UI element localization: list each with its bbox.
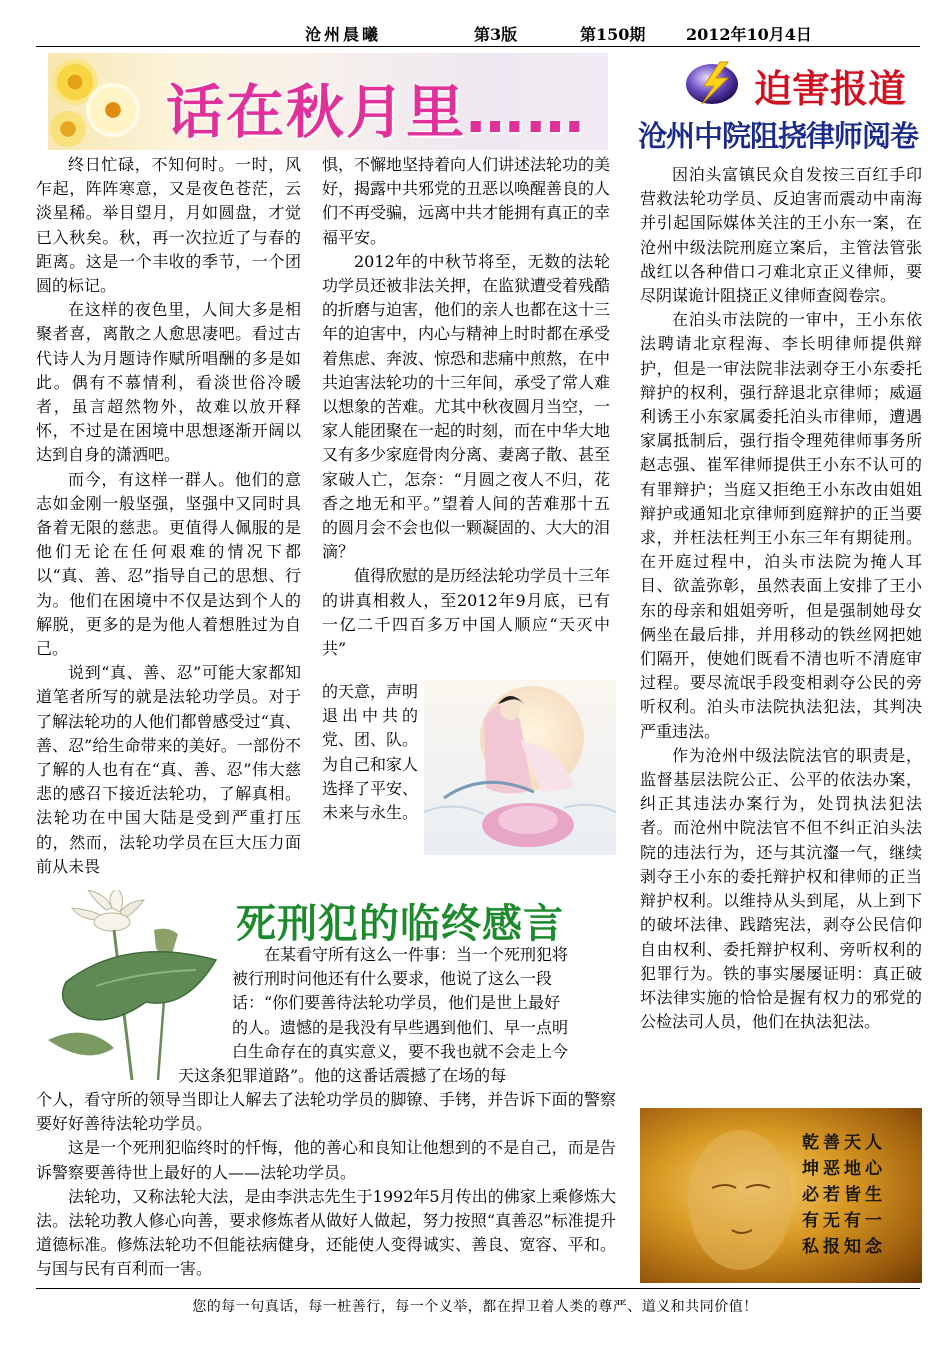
poem-line: 私报知念 (802, 1237, 886, 1257)
paragraph: 2012年的中秋节将至，无数的法轮功学员还被非法关押，在监狱遭受着残酷的折磨与迫害，他们的亲人也都在这十三年的迫害中，内心与精神上时时都在承受着焦虑、奔波、惊恐和悲痛中煎熬，在中共迫害法轮功的十三年间，承受了常人难以想象的苦难。尤其中秋夜圆月当空，一家人能团聚在一起的时刻，而在中华大地又有多少家庭骨肉分离、妻离子散、甚至家破人亡，怎奈：“月圆之夜人不归，花香之地无和平。”望着人间的苦难那十五的圆月会不会也似一颗凝固的、大大的泪滴？ (322, 251, 611, 562)
paragraph: 法轮功，又称法轮大法，是由李洪志先生于1992年5月传出的佛家上乘修炼大法。法轮功教人修心向善，要求修炼者从做好人做起，努力按照“真善忍”标准提升道德标准。修炼法轮功不但能祛病健身，还能使人变得诚实、善良、宽容、平和。与国与民有百利而一害。 (36, 1186, 616, 1279)
paragraph: 在这样的夜色里，人间大多是相聚者喜，离散之人愈思凄吧。看过古代诗人为月题诗作赋所唱酬的多是如此。偶有不慕情利，看淡世俗冷暖者，虽言超然物外，故难以放开释怀，不过是在困境中思想逐渐开阔以达到自身的潇洒吧。 (36, 300, 301, 465)
section-kicker: 迫害报道 (754, 67, 907, 111)
paragraph: 终日忙碌，不知何时。一时，风乍起，阵阵寒意，又是夜色苍茫，云淡星稀。举目望月，月如圆盘，才觉已入秋矣。秋，再一次拉近了与春的距离。这是一个丰收的季节，一个团圆的标记。 (36, 155, 301, 296)
paragraph: 说到“真、善、忍”可能大家都知道笔者所写的就是法轮功学员。对于了解法轮功的人他们都曾感受过“真、善、忍”给生命带来的美好。一部份不了解的人也有在“真、善、忍”伟大慈悲的感召下接近法轮功，了解真相。法轮功在中国大陆是受到严重打压的，然而，法轮功学员在巨大压力面前从未畏 (36, 663, 301, 876)
text-line: 被行刑时问他还有什么要求，他说了这么一段 (232, 969, 553, 989)
poem-line: 必若皆生 (802, 1185, 886, 1205)
paragraph: 因泊头富镇民众自发按三百红手印营救法轮功学员、反迫害而震动中南海并引起国际媒体关注的王小东一案，在沧州中级法院刑庭立案后，主管法管张战红以各种借口刁难北京正义律师，要尽阴谋诡计阻挠正义律师查阅卷宗。 (640, 165, 922, 306)
paragraph: 个人，看守所的领导当即让人解去了法轮功学员的脚镣、手铐，并告诉下面的警察要好好善待法轮功学员。 (36, 1090, 616, 1134)
buddha-image (640, 1108, 922, 1283)
article1-column-2 (322, 153, 610, 661)
yellow-flower-icon (50, 111, 86, 147)
issue-number: 第150期 (580, 25, 646, 44)
edition: 第3版 (474, 25, 518, 44)
text-line: 在某看守所有这么一件事：当一个死刑犯将 (264, 945, 569, 964)
text-line: 白生命存在的真实意义，要不我也就不会走上今 (232, 1041, 569, 1061)
lotus-illustration (36, 890, 234, 1080)
issue-date: 2012年10月4日 (686, 25, 812, 44)
article-title: 死刑犯的临终感言 (236, 901, 564, 947)
buddha-poem (802, 1130, 914, 1260)
paragraph: 而今，有这样一群人。他们的意志如金刚一般坚强，坚强中又同时具备着无限的慈悲。更值得人佩服的是他们无论在任何艰难的情况下都以“真、善、忍”指导自己的思想、行为。他们在困境中不仅是达到个人的解脱，更多的是为他人着想胜过为自己。 (36, 469, 301, 659)
article2-body (640, 163, 922, 1034)
article1-column-2-narrow (322, 680, 418, 825)
page-header (0, 22, 950, 44)
autumn-moon-banner (48, 53, 608, 150)
paragraph: 这是一个死刑犯临终时的忏悔，他的善心和良知让他想到的不是自己，而是告诉警察要善待世上最好的人——法轮功学员。 (36, 1138, 616, 1182)
text-line: 的人。遗憾的是我没有早些遇到他们、早一点明 (232, 1017, 569, 1037)
daffodil-icon (86, 83, 140, 137)
paper-name: 沧州晨曦 (305, 25, 382, 44)
paragraph: 作为沧州中级法院法官的职责是，监督基层法院公正、公平的依法办案，纠正其违法办案行为，处罚执法犯法者。而沧州中院法官不但不纠正泊头法院的违法行为，还与其沆瀣一气，继续剥夺王小东的委托辩护权和律师的正当辩护权利。以维持从头到尾，从上到下的破坏法律、践踏宪法，剥夺公民信仰自由权利、委托辩护权利、旁听权利的犯罪行为。铁的事实屡屡证明：真正破坏法律实施的恰恰是握有权力的邪党的公检法司人员，他们在执法犯法。 (640, 745, 922, 1032)
poem-line: 有无有一 (802, 1211, 886, 1231)
article1-column-1 (36, 153, 301, 879)
footer-slogan: 您的每一句真话，每一桩善行，每一个义举，都在捍卫着人类的尊严、道义和共同价值！ (192, 1299, 758, 1315)
article3-lead (178, 943, 622, 1088)
paragraph: 在泊头市法院的一审中，王小东依法聘请北京程海、李长明律师提供辩护，但是一审法院非法剥夺王小东委托辩护的权利，强行辞退北京律师；威逼利诱王小东家属委托泊头市律师，遭遇家属抵制后，强行指令理苑律师事务所赵志强、崔军律师提供王小东不认可的有罪辩护；当庭又拒绝王小东改由姐姐辩护或通知北京律师到庭辩护的正当要求，并枉法枉判王小东三年有期徒刑。在开庭过程中，泊头市法院为掩人耳目、欲盖弥彰，虽然表面上安排了王小东的母亲和姐姐旁听，但是强制她母女俩坐在最后排，并用移动的铁丝网把她们隔开，使她们既看不清也听不清庭审过程。要尽流氓手段变相剥夺公民的旁听权利。泊头市法院执法犯法，其判决严重违法。 (640, 310, 922, 741)
article-title: 沧州中院阻挠律师阅卷 (638, 119, 919, 153)
header-rule (36, 46, 920, 47)
poem-line: 乾善天人 (802, 1133, 886, 1153)
footer-rule (36, 1288, 920, 1289)
paragraph: 惧，不懈地坚持着向人们讲述法轮功的美好，揭露中共邪党的丑恶以唤醒善良的人们不再受骗，远离中共才能拥有真正的幸福平安。 (322, 155, 611, 247)
paragraph: 值得欣慰的是历经法轮功学员十三年的讲真相救人，至2012年9月底，已有一亿二千四百多万中国人顺应“天灭中共” (322, 566, 611, 659)
article-title: 话在秋月里…… (166, 78, 587, 146)
text-line: 天这条犯罪道路”。他的这番话震撼了在场的每 (178, 1066, 507, 1086)
article3-body (36, 1088, 616, 1282)
fairy-on-lotus-illustration (424, 680, 616, 855)
paragraph: 的天意，声明退出中共的党、团、队。为自己和家人选择了平安、未来与永生。 (322, 682, 419, 823)
globe-lightning-icon (684, 60, 742, 106)
text-line: 话：“你们要善待法轮功学员，他们是世上最好 (232, 993, 561, 1013)
poem-line: 坤恶地心 (802, 1159, 886, 1179)
persecution-report-heading (684, 58, 924, 111)
